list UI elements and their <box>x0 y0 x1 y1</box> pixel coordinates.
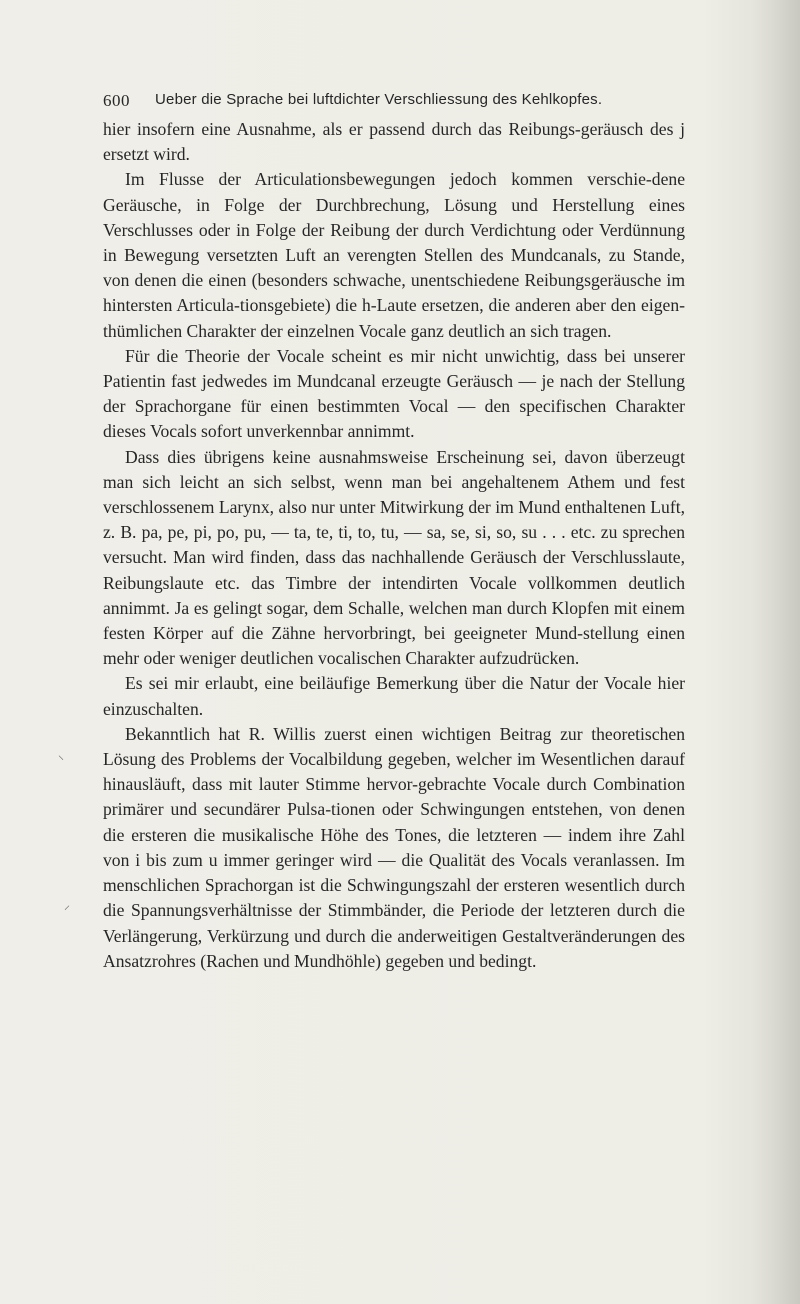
paragraph-2: Im Flusse der Articulationsbewegungen jedoch kommen verschie-dene Geräusche, in Folge der Durchbrechung, Lösung und Herstellung eines Verschlusses oder in Folge der Reibung der durch Verdichtung oder Verdünnung in Bewegung versetzten Luft an verengten Stellen des Mundcanals, zu Stande, von denen die einen (besonders schwache, unentschiedene Reibungsgeräusche im hintersten Articula-tionsgebiete) die h-Laute ersetzen, die anderen aber den eigen-thümlichen Charakter der einzelnen Vocale ganz deutlich an sich tragen. <box>103 169 685 341</box>
paragraph-5: Es sei mir erlaubt, eine beiläufige Bemerkung über die Natur der Vocale hier einzuschalten. <box>103 673 685 719</box>
page-header <box>103 91 723 115</box>
paragraph-1: hier insofern eine Ausnahme, als er passend durch das Reibungs-geräusch des j ersetzt wird. <box>103 119 685 165</box>
running-title: Ueber die Sprache bei luftdichter Verschliessung des Kehlkopfes. <box>155 91 603 108</box>
paragraph-4: Dass dies übrigens keine ausnahmsweise Erscheinung sei, davon überzeugt man sich leicht an sich selbst, wenn man bei angehaltenem Athem und fest verschlossenem Larynx, also nur unter Mitwirkung der im Mund enthaltenen Luft, z. B. pa, pe, pi, po, pu, — ta, te, ti, to, tu, — sa, se, si, so, su . . . etc. zu sprechen versucht. Man wird finden, dass das nachhallende Geräusch der Verschlusslaute, Reibungslaute etc. das Timbre der intendirten Vocale vollkommen deutlich annimmt. Ja es gelingt sogar, dem Schalle, welchen man durch Klopfen mit einem festen Körper auf die Zähne hervorbringt, bei geeigneter Mund-stellung einen mehr oder weniger deutlichen vocalischen Charakter aufzudrücken. <box>103 446 685 669</box>
body-text <box>103 117 685 974</box>
paragraph-6: Bekanntlich hat R. Willis zuerst einen wichtigen Beitrag zur theoretischen Lösung des Problems der Vocalbildung gegeben, welcher im Wesentlichen darauf hinausläuft, dass mit lauter Stimme hervor-gebrachte Vocale durch Combination primärer und secundärer Pulsa-tionen oder Schwingungen entstehen, von denen die ersteren die musikalische Höhe des Tones, die letzteren — indem ihre Zahl von i bis zum u immer geringer wird — die Qualität des Vocals veranlassen. Im menschlichen Sprachorgan ist die Schwingungszahl der ersteren wesentlich durch die Spannungsverhältnisse der Stimmbänder, die Periode der letzteren durch die Verlängerung, Verkürzung und durch die anderweitigen Gestaltveränderungen des Ansatzrohres (Rachen und Mundhöhle) gegeben und bedingt. <box>103 723 685 971</box>
margin-tick-mark: ⸝ <box>64 898 71 912</box>
page-number: 600 <box>103 91 130 110</box>
paragraph-3: Für die Theorie der Vocale scheint es mir nicht unwichtig, dass bei unserer Patientin fast jedwedes im Mundcanal erzeugte Geräusch — je nach der Stellung der Sprachorgane für einen bestimmten Vocal — den specifischen Charakter dieses Vocals sofort unverkennbar annimmt. <box>103 345 685 442</box>
margin-tick-mark: ⸜ <box>58 748 65 762</box>
